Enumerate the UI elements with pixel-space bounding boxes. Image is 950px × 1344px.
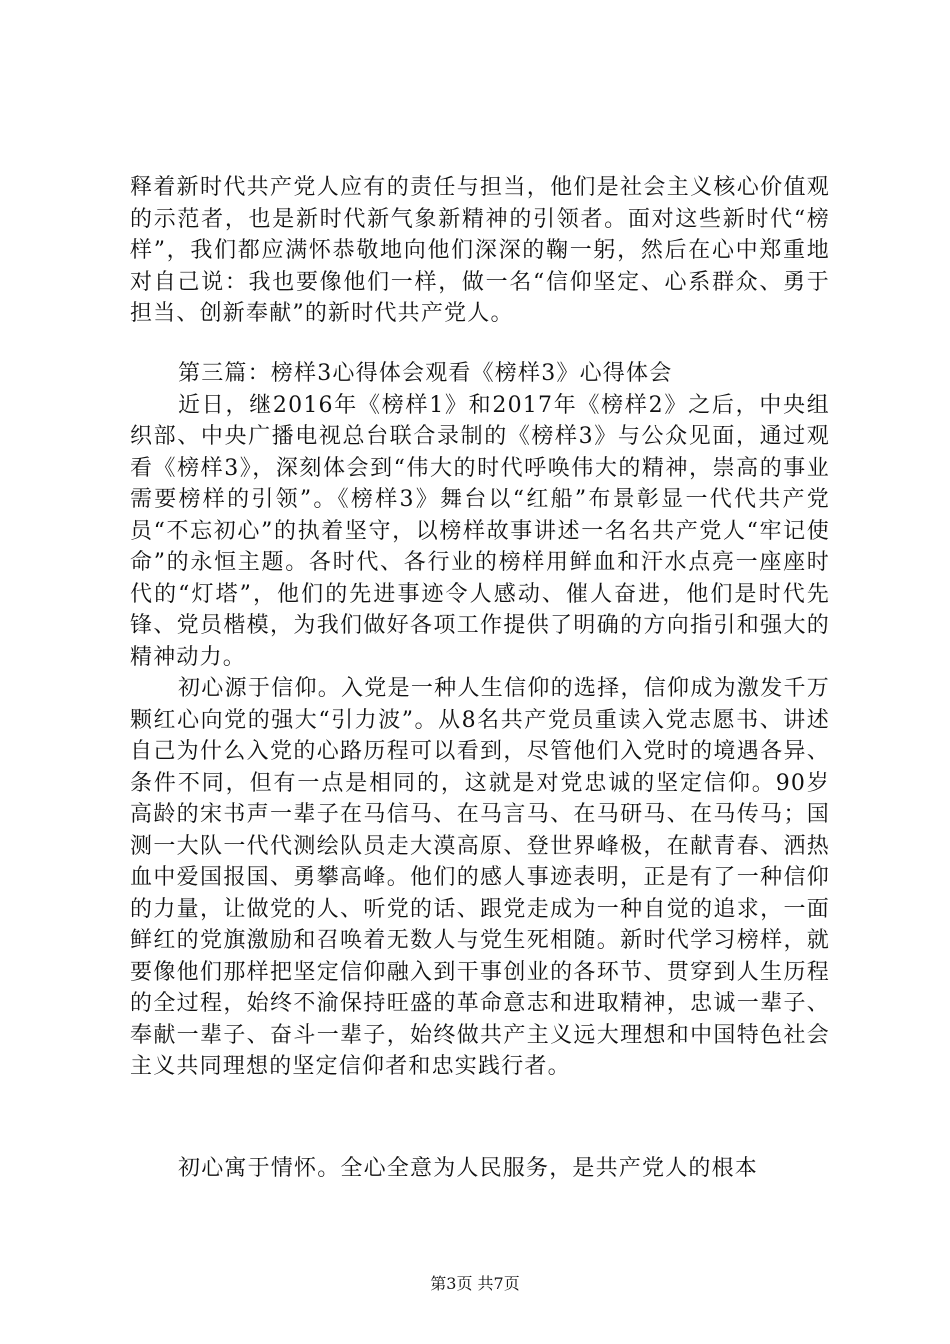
page-number-footer: 第3页 共7页 xyxy=(430,1274,520,1293)
paragraph-intro: 近日，继2016年《榜样1》和2017年《榜样2》之后，中央组织部、中央广播电视总台联合录制的《榜样3》与公众见面，通过观看《榜样3》，深刻体会到“伟大的时代呼唤伟大的精神，崇高的事业需要榜样的引领”。《榜样3》舞台以“红船”布景彰显一代代共产党员“不忘初心”的执着坚守，以榜样故事讲述一名名共产党人“牢记使命”的永恒主题。各时代、各行业的榜样用鲜血和汗水点亮一座座时代的“灯塔”，他们的先进事迹令人感动、催人奋进，他们是时代先锋、党员楷模，为我们做好各项工作提供了明确的方向指引和强大的精神动力。 xyxy=(130,392,830,670)
paragraph-block-tail xyxy=(130,1153,830,1185)
paragraph-continuation: 释着新时代共产党人应有的责任与担当，他们是社会主义核心价值观的示范者，也是新时代新气象新精神的引领者。面对这些新时代“榜样”，我们都应满怀恭敬地向他们深深的鞠一躬，然后在心中郑重地对自己说：我也要像他们一样，做一名“信仰坚定、心系群众、勇于担当、创新奉献”的新时代共产党人。 xyxy=(130,175,830,326)
paragraph-belief: 初心源于信仰。入党是一种人生信仰的选择，信仰成为激发千万颗红心向党的强大“引力波”。从8名共产党员重读入党志愿书、讲述自己为什么入党的心路历程可以看到，尽管他们入党时的境遇各异、条件不同，但有一点是相同的，这就是对党忠诚的坚定信仰。90岁高龄的宋书声一辈子在马信马、在马言马、在马研马、在马传马；国测一大队一代代测绘队员走大漠高原、登世界峰极，在献青春、洒热血中爱国报国、勇攀高峰。他们的感人事迹表明，正是有了一种信仰的力量，让做党的人、听党的话、跟党走成为一种自觉的追求，一面鲜红的党旗激励和召唤着无数人与党生死相随。新时代学习榜样，就要像他们那样把坚定信仰融入到干事创业的各环节、贯穿到人生历程的全过程，始终不渝保持旺盛的革命意志和进取精神，忠诚一辈子、奉献一辈子、奋斗一辈子，始终做共产主义远大理想和中国特色社会主义共同理想的坚定信仰者和忠实践行者。 xyxy=(130,676,830,1079)
paragraph-feelings: 初心寓于情怀。全心全意为人民服务，是共产党人的根本 xyxy=(178,1156,759,1181)
paragraph-block-main xyxy=(130,358,830,1083)
section-heading: 第三篇：榜样3心得体会观看《榜样3》心得体会 xyxy=(178,361,673,386)
paragraph-block-intro xyxy=(130,172,830,330)
